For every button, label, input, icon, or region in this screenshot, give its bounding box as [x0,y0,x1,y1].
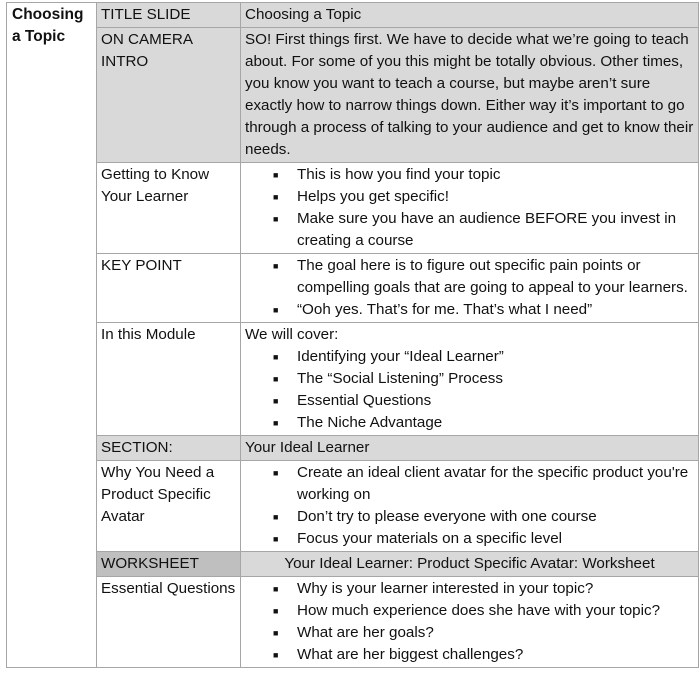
bullet-icon: ■ [273,534,279,544]
list-item: ■ Essential Questions [245,390,694,412]
script-table [6,2,699,668]
bullet-list [245,255,694,321]
worksheet-label: WORKSHEET [97,552,241,577]
list-item: ■ What are her goals? [245,622,694,644]
key-point-label: KEY POINT [97,254,241,323]
list-item: ■ Identifying your “Ideal Learner” [245,346,694,368]
in-this-module-content [241,323,699,436]
module-intro: We will cover: [245,326,339,343]
bullet-icon: ■ [273,352,279,362]
bullet-icon: ■ [273,628,279,638]
getting-to-know-content [241,163,699,254]
list-item: ■ Focus your materials on a specific level [245,528,694,550]
bullet-icon: ■ [273,305,279,315]
bullet-icon: ■ [273,468,279,478]
essential-questions-label: Essential Questions [97,577,241,668]
bullet-list [245,346,694,434]
bullet-list [245,164,694,252]
list-item: ■ The “Social Listening” Process [245,368,694,390]
key-point-content [241,254,699,323]
on-camera-label: ON CAMERA INTRO [97,28,241,163]
section-label: SECTION: [97,436,241,461]
bullet-icon: ■ [273,606,279,616]
on-camera-text: SO! First things first. We have to decide what we’re going to teach about. For some of you this might be totally obvious. Other times, you know you want to teach a course, but maybe aren’t sure exactly how to narrow things down. Either way it’s important to go through a process of talking to your audience and get to know their needs. [241,28,699,163]
in-this-module-label: In this Module [97,323,241,436]
bullet-list [245,578,694,666]
bullet-icon: ■ [273,374,279,384]
bullet-icon: ■ [273,650,279,660]
bullet-icon: ■ [273,396,279,406]
list-item: ■ How much experience does she have with your topic? [245,600,694,622]
list-item: ■ The goal here is to figure out specific pain points or compelling goals that are going to appeal to your learners. [273,257,688,296]
bullet-icon: ■ [273,584,279,594]
bullet-list [245,462,694,550]
list-item: ■ What are her biggest challenges? [245,644,694,666]
why-avatar-label: Why You Need a Product Specific Avatar [97,461,241,552]
bullet-icon: ■ [273,512,279,522]
worksheet-text: Your Ideal Learner: Product Specific Avatar: Worksheet [241,552,699,577]
list-item: ■ Helps you get specific! [245,186,694,208]
bullet-icon: ■ [273,170,279,180]
section-text: Your Ideal Learner [241,436,699,461]
module-title: Choosing a Topic [7,3,97,668]
list-item: ■ “Ooh yes. That’s for me. That’s what I need” [245,299,694,321]
bullet-icon: ■ [273,192,279,202]
list-item: ■ Create an ideal client avatar for the specific product you're working on [273,464,689,503]
getting-to-know-label: Getting to Know Your Learner [97,163,241,254]
bullet-icon: ■ [273,418,279,428]
bullet-icon: ■ [273,261,279,271]
list-item: ■ Why is your learner interested in your topic? [245,578,694,600]
essential-questions-content [241,577,699,668]
list-item: ■ Don’t try to please everyone with one course [245,506,694,528]
title-slide-label: TITLE SLIDE [97,3,241,28]
list-item: ■ This is how you find your topic [245,164,694,186]
title-slide-text: Choosing a Topic [241,3,699,28]
bullet-icon: ■ [273,214,279,224]
why-avatar-content [241,461,699,552]
list-item: ■ The Niche Advantage [245,412,694,434]
list-item: ■ Make sure you have an audience BEFORE you invest in creating a course [273,210,677,249]
